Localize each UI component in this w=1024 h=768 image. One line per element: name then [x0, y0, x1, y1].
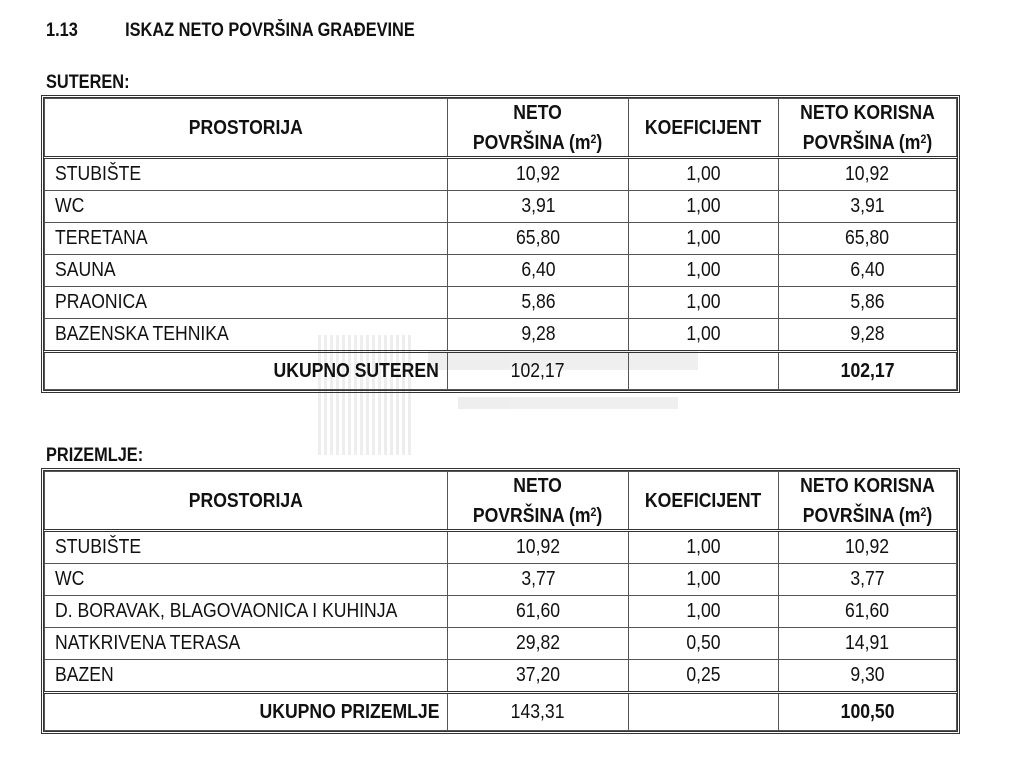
net-area-cell: 10,92	[448, 531, 629, 564]
table-row	[45, 158, 957, 191]
coefficient-cell: 1,00	[629, 564, 779, 596]
section-number: 1.13	[46, 20, 78, 41]
table-row	[45, 596, 957, 628]
table-row	[45, 287, 957, 319]
table-row	[45, 531, 957, 564]
table-header-row	[45, 472, 957, 531]
usable-area-cell: 3,77	[779, 564, 957, 596]
prizemlje-label: PRIZEMLJE:	[46, 445, 144, 466]
room-cell: WC	[45, 564, 448, 596]
document-heading	[46, 20, 415, 42]
room-cell: D. BORAVAK, BLAGOVAONICA I KUHINJA	[45, 596, 448, 628]
net-area-cell: 5,86	[448, 287, 629, 319]
coefficient-cell: 1,00	[629, 255, 779, 287]
usable-area-cell: 10,92	[779, 531, 957, 564]
table-row	[45, 223, 957, 255]
room-cell: TERETANA	[45, 223, 448, 255]
usable-area-cell: 61,60	[779, 596, 957, 628]
suteren-label: SUTEREN:	[46, 72, 130, 93]
suteren-table	[41, 95, 960, 393]
room-cell: STUBIŠTE	[45, 531, 448, 564]
header-room: PROSTORIJA	[45, 99, 448, 158]
room-cell: NATKRIVENA TERASA	[45, 628, 448, 660]
net-area-cell: 65,80	[448, 223, 629, 255]
header-coefficient: KOEFICIJENT	[629, 472, 779, 531]
net-area-cell: 37,20	[448, 660, 629, 693]
header-net-area: NETO POVRŠINA $(m^2)$	[448, 99, 629, 158]
table-row	[45, 564, 957, 596]
total-net: 143,31	[448, 693, 629, 731]
total-label: UKUPNO PRIZEMLJE	[45, 693, 448, 731]
prizemlje-table	[41, 468, 960, 734]
usable-area-cell: 14,91	[779, 628, 957, 660]
coefficient-cell: 1,00	[629, 191, 779, 223]
usable-area-cell: 5,86	[779, 287, 957, 319]
coefficient-cell: 1,00	[629, 223, 779, 255]
table-row	[45, 628, 957, 660]
net-area-cell: 29,82	[448, 628, 629, 660]
usable-area-cell: 65,80	[779, 223, 957, 255]
table-header-row	[45, 99, 957, 158]
total-coef	[629, 693, 779, 731]
header-usable-area: NETO KORISNA POVRŠINA $(m^2)$	[779, 472, 957, 531]
table-row	[45, 660, 957, 693]
usable-area-cell: 9,28	[779, 319, 957, 352]
room-cell: BAZENSKA TEHNIKA	[45, 319, 448, 352]
watermark-subtext-line	[458, 397, 678, 409]
coefficient-cell: 0,50	[629, 628, 779, 660]
coefficient-cell: 1,00	[629, 158, 779, 191]
total-label: UKUPNO SUTEREN	[45, 352, 448, 390]
coefficient-cell: 1,00	[629, 531, 779, 564]
section-title: ISKAZ NETO POVRŠINA GRAĐEVINE	[125, 20, 415, 41]
total-net: 102,17	[448, 352, 629, 390]
room-cell: BAZEN	[45, 660, 448, 693]
header-usable-area: NETO KORISNA POVRŠINA $(m^2)$	[779, 99, 957, 158]
room-cell: PRAONICA	[45, 287, 448, 319]
total-coef	[629, 352, 779, 390]
table-row	[45, 191, 957, 223]
table-row	[45, 319, 957, 352]
usable-area-cell: 10,92	[779, 158, 957, 191]
header-room: PROSTORIJA	[45, 472, 448, 531]
coefficient-cell: 1,00	[629, 319, 779, 352]
table-total-row	[45, 352, 957, 390]
net-area-cell: 10,92	[448, 158, 629, 191]
net-area-cell: 3,91	[448, 191, 629, 223]
net-area-cell: 9,28	[448, 319, 629, 352]
usable-area-cell: 9,30	[779, 660, 957, 693]
coefficient-cell: 1,00	[629, 596, 779, 628]
net-area-cell: 6,40	[448, 255, 629, 287]
table-row	[45, 255, 957, 287]
coefficient-cell: 0,25	[629, 660, 779, 693]
total-usable: 102,17	[779, 352, 957, 390]
net-area-cell: 61,60	[448, 596, 629, 628]
usable-area-cell: 3,91	[779, 191, 957, 223]
room-cell: STUBIŠTE	[45, 158, 448, 191]
header-coefficient: KOEFICIJENT	[629, 99, 779, 158]
total-usable: 100,50	[779, 693, 957, 731]
usable-area-cell: 6,40	[779, 255, 957, 287]
coefficient-cell: 1,00	[629, 287, 779, 319]
table-total-row	[45, 693, 957, 731]
room-cell: SAUNA	[45, 255, 448, 287]
room-cell: WC	[45, 191, 448, 223]
header-net-area: NETO POVRŠINA $(m^2)$	[448, 472, 629, 531]
net-area-cell: 3,77	[448, 564, 629, 596]
